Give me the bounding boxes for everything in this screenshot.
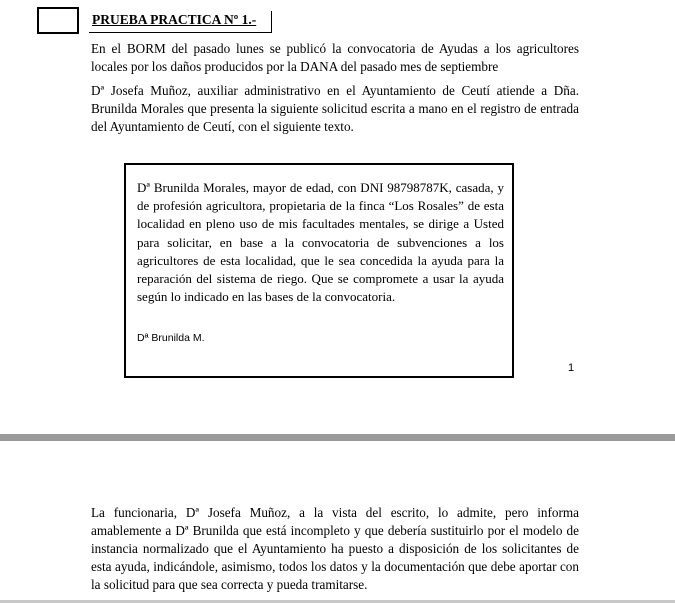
exercise-title: PRUEBA PRACTICA Nº 1.-	[89, 11, 272, 33]
request-signature: Dª Brunilda M.	[137, 332, 205, 344]
request-text: Dª Brunilda Morales, mayor de edad, con DNI 98798787K, casada, y de profesión agricultora, propietaria de la finca “Los Rosales” de esta localidad en pleno uso de mis facultades mentales, se dirige a Usted para solicitar, en base a la convocatoria de subvenciones a los agricultores de esta localidad, que le sea concedida la ayuda para la reparación del sistema de riego. Que se compromete a usar la ayuda según lo indicado en las bases de la convocatoria.	[137, 180, 504, 305]
page-number: 1	[568, 362, 575, 374]
question-number-box	[37, 7, 79, 34]
page-break-separator	[0, 434, 675, 441]
outcome-paragraph: La funcionaria, Dª Josefa Muñoz, a la vista del escrito, lo admite, pero informa amablemente a Dª Brunilda que está incompleto y que debería sustituirlo por el modelo de instancia normalizado que el Ayuntamiento ha puesto a disposición de los solicitantes de esta ayuda, indicándole, asimismo, todos los datos y la documentación que debe aportar con la solicitud para que sea correcta y pueda tramitarse.	[91, 505, 579, 592]
intro-paragraph: En el BORM del pasado lunes se publicó la convocatoria de Ayudas a los agricultores locales por los daños producidos por la DANA del pasado mes de septiembre	[91, 41, 579, 74]
context-paragraph: Dª Josefa Muñoz, auxiliar administrativo en el Ayuntamiento de Ceutí atiende a Dña. Brunilda Morales que presenta la siguiente solicitud escrita a mano en el registro de entrada del Ayuntamiento de Ceutí, con el siguiente texto.	[91, 83, 579, 134]
handwritten-request-box	[124, 163, 514, 378]
